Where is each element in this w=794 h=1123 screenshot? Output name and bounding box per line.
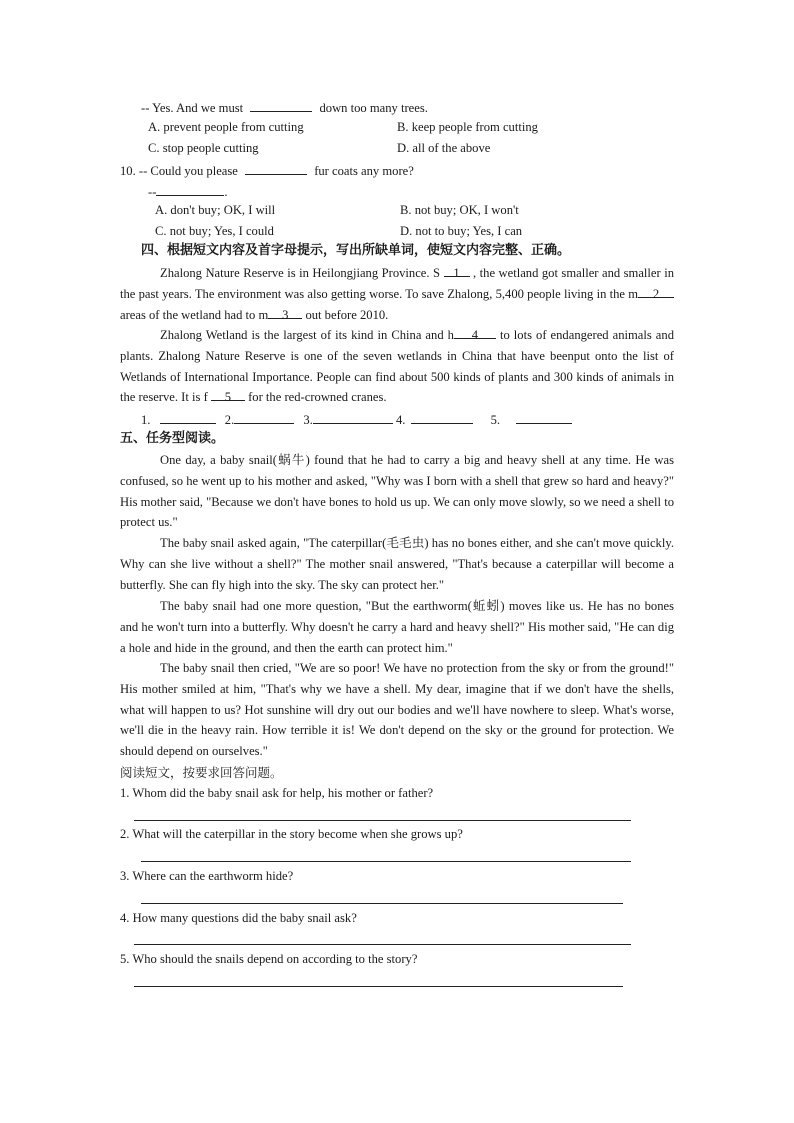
section4-paragraph-2: Zhalong Wetland is the largest of its kind in China and h 4 to lots of endangered animals and plants. Zhalong Nature Reserve is one of the seven wetlands in China that have beenput onto the list of Wetlands of International Importance. People can find about 500 kinds of plants and 300 kinds of animals in the reserve. It is f 5 for the red-crowned cranes. [120,325,674,408]
q9-stem: -- Yes. And we must down too many trees. [141,98,428,116]
section4-paragraph-1: Zhalong Nature Reserve is in Heilongjiang Province. S 1 , the wetland got smaller and smaller in the past years. The environment was also getting worse. To save Zhalong, 5,400 people living in the m 2 areas of the wetland had to m 3 out before 2010. [120,263,674,325]
answer-blank-5[interactable] [516,410,572,424]
question-5: 5. Who should the snails depend on according to the story? [120,952,418,966]
answer-blank-3[interactable] [313,410,393,424]
story-paragraph-4: The baby snail then cried, "We are so poor! We have no protection from the sky or from the ground!" His mother smiled at him, "That's why we have a shell. My dear, imagine that if we don't have the shells, what will happen to us? Hot sunshine will dry out our bodies and we'll have nowhere to sleep. What's worse, we'll die in the heavy rain. How terrible it is! We don't depend on the sky or the ground for protection. We should depend on ourselves." [120,661,674,759]
answer-blank-1[interactable] [160,410,216,424]
answer-line-1[interactable] [134,820,631,821]
q9-option-d[interactable]: D. all of the above [397,141,491,155]
q10-option-c[interactable]: C. not buy; Yes, I could [155,224,274,238]
cloze-blank-4[interactable]: 4 [454,325,496,339]
q10-option-b[interactable]: B. not buy; OK, I won't [400,203,519,217]
question-3: 3. Where can the earthworm hide? [120,869,294,883]
reading-instruction: 阅读短文，按要求回答问题。 [120,765,283,780]
cloze-blank-5[interactable]: 5 [211,387,245,401]
q10-stem: 10. -- Could you please fur coats any more? [120,161,414,179]
q9-option-a[interactable]: A. prevent people from cutting [148,120,304,134]
question-4: 4. How many questions did the baby snail ask? [120,911,357,925]
question-1: 1. Whom did the baby snail ask for help, his mother or father? [120,786,434,800]
q9-option-c[interactable]: C. stop people cutting [148,141,259,155]
cloze-blank-2[interactable]: 2 [638,284,674,298]
answer-line-4[interactable] [134,944,631,945]
answer-line-3[interactable] [141,903,623,904]
q9-option-b[interactable]: B. keep people from cutting [397,120,538,134]
section5-heading: 五、任务型阅读。 [120,431,225,446]
section4-heading: 四、根据短文内容及首字母提示，写出所缺单词，使短文内容完整、正确。 [141,243,571,258]
q9-blank[interactable] [250,98,312,112]
q10-blank[interactable] [245,161,307,175]
question-2: 2. What will the caterpillar in the story become when she grows up? [120,827,463,841]
story-paragraph-2: The baby snail asked again, "The caterpillar(毛毛虫) has no bones either, and she can't move quickly. Why can she live without a shell?" The mother snail answered, "That's because a caterpillar will become a butterfly. She can fly high into the sky. The sky can protect her." [120,536,674,592]
cloze-blank-3[interactable]: 3 [268,305,302,319]
answer-blank-4[interactable] [411,410,473,424]
q10-option-a[interactable]: A. don't buy; OK, I will [155,203,276,217]
section4-answer-row: 1. 2. 3. 4. 5. [141,410,572,428]
answer-line-5[interactable] [134,986,623,987]
cloze-blank-1[interactable]: 1 [444,263,470,277]
answer-blank-2[interactable] [234,410,294,424]
q10-reply-blank[interactable] [156,182,224,196]
q10-option-d[interactable]: D. not to buy; Yes, I can [400,224,523,238]
answer-line-2[interactable] [141,861,631,862]
story-paragraph-3: The baby snail had one more question, "But the earthworm(蚯蚓) moves like us. He has no bones and he won't turn into a butterfly. Why doesn't he carry a hard and heavy shell?" His mother said, "He can dig a hole and hide in the ground, and then the earth can protect him." [120,599,674,655]
q10-reply: -- . [148,182,228,200]
story-paragraph-1: One day, a baby snail(蜗牛) found that he had to carry a big and heavy shell at any time. He was confused, so he went up to his mother and asked, "Why was I born with a shell that grew so hard and heavy?" His mother said, "Because we don't have bones to hold us up. We can only move slowly, so we need a shell to protect us." [120,453,674,530]
